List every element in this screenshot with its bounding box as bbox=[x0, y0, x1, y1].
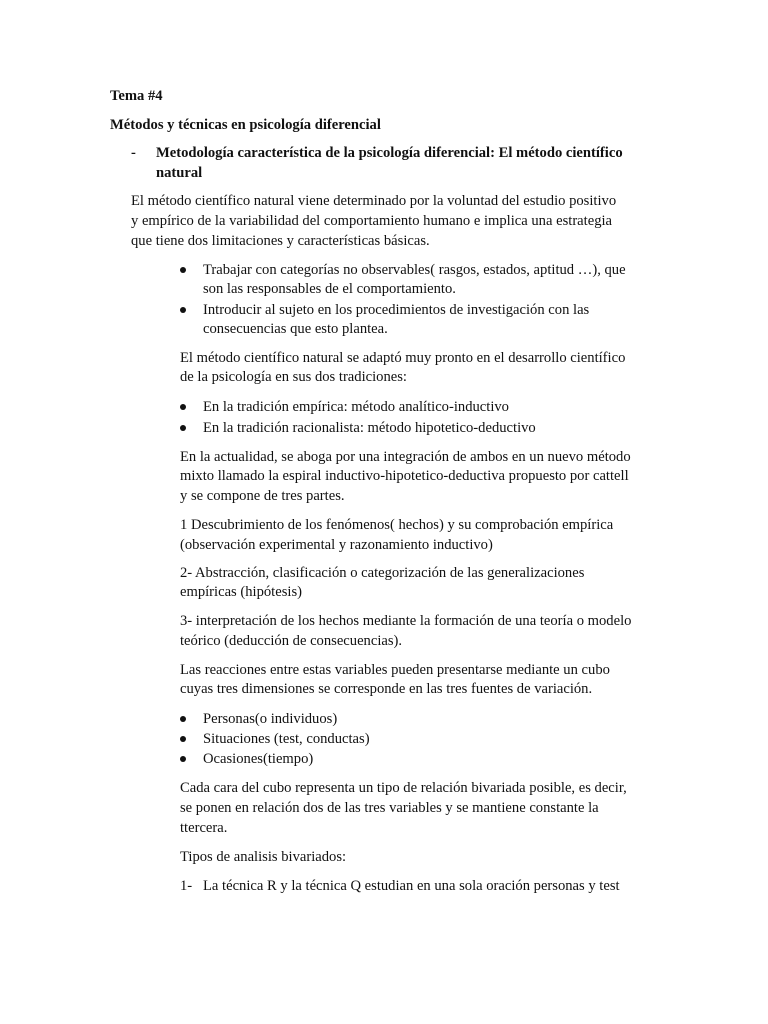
bullet-icon bbox=[180, 425, 186, 431]
paragraph-3-line-3: y se compone de tres partes. bbox=[180, 488, 345, 504]
list-1-item-1-line-2: son las responsables de el comportamiento. bbox=[203, 281, 456, 297]
list-1-item-2-line-1: Introducir al sujeto en los procedimientos de investigación con las bbox=[203, 302, 590, 318]
paragraph-3-line-1: En la actualidad, se aboga por una integración de ambos en un nuevo método bbox=[180, 449, 631, 465]
paragraph-5-line-1: 2- Abstracción, clasificación o categorización de las generalizaciones bbox=[180, 565, 585, 581]
bullet-icon bbox=[180, 736, 186, 742]
section-heading-line-1: Metodología característica de la psicología diferencial: El método científico bbox=[156, 145, 623, 161]
paragraph-8-line-2: se ponen en relación dos de las tres variables y se mantiene constante la bbox=[180, 800, 599, 816]
paragraph-4-line-1: 1 Descubrimiento de los fenómenos( hechos) y su comprobación empírica bbox=[180, 517, 614, 533]
numbered-item-number: 1- bbox=[180, 878, 193, 894]
paragraph-2-line-1: El método científico natural se adaptó muy pronto en el desarrollo científico bbox=[180, 350, 626, 366]
doc-subtitle: Métodos y técnicas en psicología diferencial bbox=[110, 117, 381, 133]
paragraph-6-line-1: 3- interpretación de los hechos mediante la formación de una teoría o modelo bbox=[180, 613, 632, 629]
list-1-item-2-line-2: consecuencias que esto plantea. bbox=[203, 321, 388, 337]
heading-dash: - bbox=[131, 145, 136, 161]
paragraph-2-line-2: de la psicología en sus dos tradiciones: bbox=[180, 369, 407, 385]
paragraph-7-line-1: Las reacciones entre estas variables pueden presentarse mediante un cubo bbox=[180, 662, 610, 678]
list-2-item-2: En la tradición racionalista: método hipotetico-deductivo bbox=[203, 420, 536, 436]
list-3-item-1: Personas(o individuos) bbox=[203, 711, 338, 727]
list-2-item-1: En la tradición empírica: método analítico-inductivo bbox=[203, 399, 509, 415]
bullet-icon bbox=[180, 307, 186, 313]
paragraph-9: Tipos de analisis bivariados: bbox=[180, 849, 347, 865]
bullet-icon bbox=[180, 267, 186, 273]
section-heading-line-2: natural bbox=[156, 165, 203, 181]
list-3-item-2: Situaciones (test, conductas) bbox=[203, 731, 370, 747]
paragraph-1-line-1: El método científico natural viene determinado por la voluntad del estudio positivo bbox=[131, 193, 617, 209]
paragraph-7-line-2: cuyas tres dimensiones se corresponde en las tres fuentes de variación. bbox=[180, 681, 593, 697]
bullet-icon bbox=[180, 716, 186, 722]
paragraph-8-line-3: ttercera. bbox=[180, 820, 228, 836]
paragraph-1-line-2: y empírico de la variabilidad del comportamiento humano e implica una estrategia bbox=[131, 213, 613, 229]
list-3-item-3: Ocasiones(tiempo) bbox=[203, 751, 314, 767]
numbered-item-text: La técnica R y la técnica Q estudian en una sola oración personas y test bbox=[203, 878, 620, 894]
paragraph-3-line-2: mixto llamado la espiral inductivo-hipotetico-deductiva propuesto por cattell bbox=[180, 468, 629, 484]
paragraph-8-line-1: Cada cara del cubo representa un tipo de relación bivariada posible, es decir, bbox=[180, 780, 627, 796]
doc-title: Tema #4 bbox=[110, 88, 163, 104]
bullet-icon bbox=[180, 404, 186, 410]
list-1-item-1-line-1: Trabajar con categorías no observables( rasgos, estados, aptitud …), que bbox=[203, 262, 626, 278]
paragraph-5-line-2: empíricas (hipótesis) bbox=[180, 584, 302, 600]
paragraph-6-line-2: teórico (deducción de consecuencias). bbox=[180, 633, 403, 649]
paragraph-4-line-2: (observación experimental y razonamiento inductivo) bbox=[180, 537, 493, 553]
bullet-icon bbox=[180, 756, 186, 762]
paragraph-1-line-3: que tiene dos limitaciones y características básicas. bbox=[131, 233, 430, 249]
